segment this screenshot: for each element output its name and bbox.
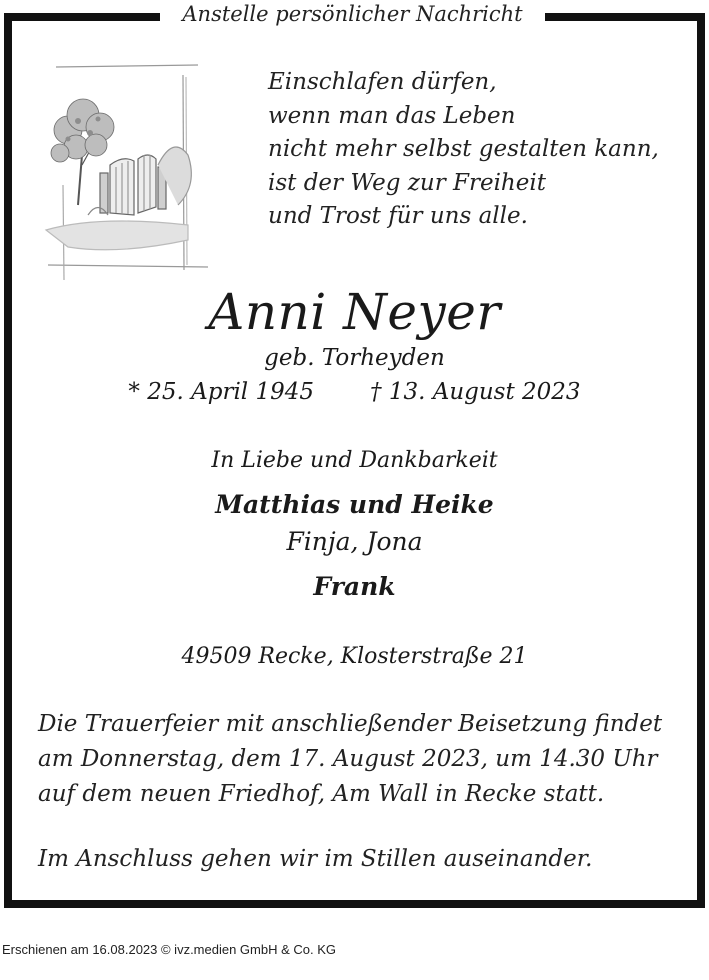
death-date: † 13. August 2023 — [370, 379, 581, 405]
mourner-names-2: Finja, Jona — [286, 527, 423, 556]
address: 49509 Recke, Klosterstraße 21 — [181, 644, 528, 669]
ceremony-details — [38, 707, 674, 812]
deceased-name: Anni Neyer — [208, 283, 501, 341]
garden-gate-sketch-icon — [38, 55, 218, 295]
birth-name: geb. Torheyden — [264, 345, 445, 371]
poem-line: ist der Weg zur Freiheit — [268, 169, 546, 196]
ceremony-line: am Donnerstag, dem 17. August 2023, um 14.30 Uhr — [38, 746, 658, 772]
birth-date: * 25. April 1945 — [128, 379, 315, 405]
publication-footer: Erschienen am 16.08.2023 © ivz.medien GmbH & Co. KG — [2, 942, 337, 957]
closing-note: Im Anschluss gehen wir im Stillen auseinander. — [38, 846, 593, 872]
notice-header: Anstelle persönlicher Nachricht — [160, 0, 545, 28]
ceremony-line: auf dem neuen Friedhof, Am Wall in Recke statt. — [38, 781, 605, 807]
poem-line: nicht mehr selbst gestalten kann, — [268, 136, 659, 162]
poem-line: wenn man das Leben — [268, 102, 516, 129]
mourner-names-1: Matthias und Heike — [215, 490, 494, 519]
poem-line: Einschlafen dürfen, — [268, 69, 497, 95]
life-dates — [0, 377, 709, 407]
poem-line: und Trost für uns alle. — [268, 203, 528, 229]
ceremony-line: Die Trauerfeier mit anschließender Beisetzung findet — [38, 711, 663, 737]
gratitude-line: In Liebe und Dankbarkeit — [211, 448, 498, 473]
poem — [268, 66, 659, 234]
mourner-names-3: Frank — [313, 572, 396, 601]
